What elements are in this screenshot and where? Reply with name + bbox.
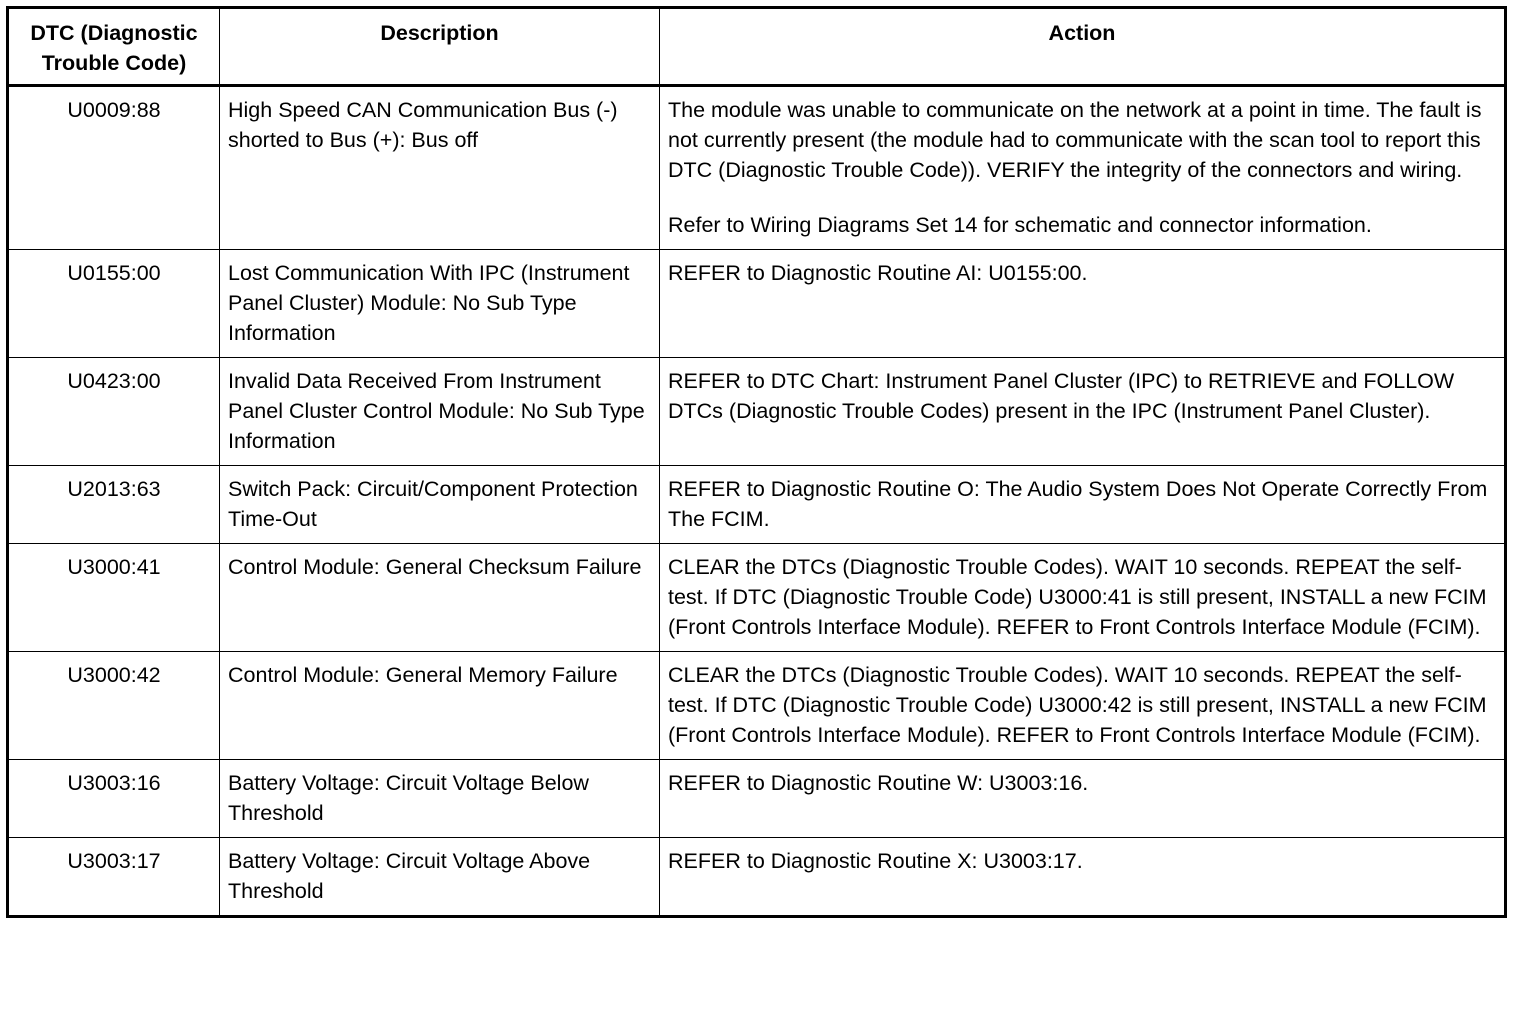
action-paragraph: Refer to Wiring Diagrams Set 14 for schematic and connector information. <box>668 213 1372 237</box>
description-cell: Switch Pack: Circuit/Component Protection Time-Out <box>220 466 660 544</box>
action-cell <box>660 760 1506 838</box>
action-cell <box>660 466 1506 544</box>
description-cell: Battery Voltage: Circuit Voltage Below Threshold <box>220 760 660 838</box>
action-paragraph: REFER to Diagnostic Routine X: U3003:17. <box>668 849 1083 873</box>
header-action: Action <box>660 8 1506 86</box>
action-cell <box>660 652 1506 760</box>
description-cell: Lost Communication With IPC (Instrument Panel Cluster) Module: No Sub Type Information <box>220 250 660 358</box>
dtc-table <box>6 6 1507 918</box>
action-paragraph: REFER to Diagnostic Routine AI: U0155:00. <box>668 261 1088 285</box>
table-row <box>8 652 1506 760</box>
action-cell <box>660 544 1506 652</box>
action-paragraph: REFER to Diagnostic Routine W: U3003:16. <box>668 771 1089 795</box>
table-header <box>8 8 1506 86</box>
action-paragraph: REFER to Diagnostic Routine O: The Audio System Does Not Operate Correctly From The FCIM. <box>668 477 1488 531</box>
dtc-code-cell: U3003:16 <box>8 760 220 838</box>
table-row <box>8 250 1506 358</box>
action-paragraph: CLEAR the DTCs (Diagnostic Trouble Codes). WAIT 10 seconds. REPEAT the self-test. If DTC (Diagnostic Trouble Code) U3000:41 is still present, INSTALL a new FCIM (Front Controls Interface Module). REFER to Front Controls Interface Module (FCIM). <box>668 555 1487 639</box>
dtc-code-cell: U0423:00 <box>8 358 220 466</box>
dtc-code-cell: U0155:00 <box>8 250 220 358</box>
dtc-code-cell: U3000:42 <box>8 652 220 760</box>
description-cell: Control Module: General Memory Failure <box>220 652 660 760</box>
table-row <box>8 358 1506 466</box>
table-row <box>8 544 1506 652</box>
description-cell: Battery Voltage: Circuit Voltage Above Threshold <box>220 838 660 917</box>
action-paragraph: The module was unable to communicate on the network at a point in time. The fault is not currently present (the module had to communicate with the scan tool to report this DTC (Diagnostic Trouble Code)). VERIFY the integrity of the connectors and wiring. <box>668 98 1482 182</box>
dtc-code-cell: U3000:41 <box>8 544 220 652</box>
action-cell <box>660 358 1506 466</box>
action-paragraph: CLEAR the DTCs (Diagnostic Trouble Codes). WAIT 10 seconds. REPEAT the self-test. If DTC (Diagnostic Trouble Code) U3000:42 is still present, INSTALL a new FCIM (Front Controls Interface Module). REFER to Front Controls Interface Module (FCIM). <box>668 663 1487 747</box>
dtc-code-cell: U0009:88 <box>8 86 220 250</box>
action-cell <box>660 86 1506 250</box>
header-code: DTC (Diagnostic Trouble Code) <box>8 8 220 86</box>
description-cell: Invalid Data Received From Instrument Panel Cluster Control Module: No Sub Type Information <box>220 358 660 466</box>
action-cell <box>660 838 1506 917</box>
action-cell <box>660 250 1506 358</box>
action-paragraph: REFER to DTC Chart: Instrument Panel Cluster (IPC) to RETRIEVE and FOLLOW DTCs (Diagnostic Trouble Codes) present in the IPC (Instrument Panel Cluster). <box>668 369 1455 423</box>
header-row <box>8 8 1506 86</box>
description-cell: High Speed CAN Communication Bus (-) shorted to Bus (+): Bus off <box>220 86 660 250</box>
dtc-code-cell: U2013:63 <box>8 466 220 544</box>
dtc-code-cell: U3003:17 <box>8 838 220 917</box>
table-row <box>8 760 1506 838</box>
table-row <box>8 838 1506 917</box>
header-description: Description <box>220 8 660 86</box>
table-body <box>8 86 1506 917</box>
table-row <box>8 86 1506 250</box>
table-row <box>8 466 1506 544</box>
description-cell: Control Module: General Checksum Failure <box>220 544 660 652</box>
